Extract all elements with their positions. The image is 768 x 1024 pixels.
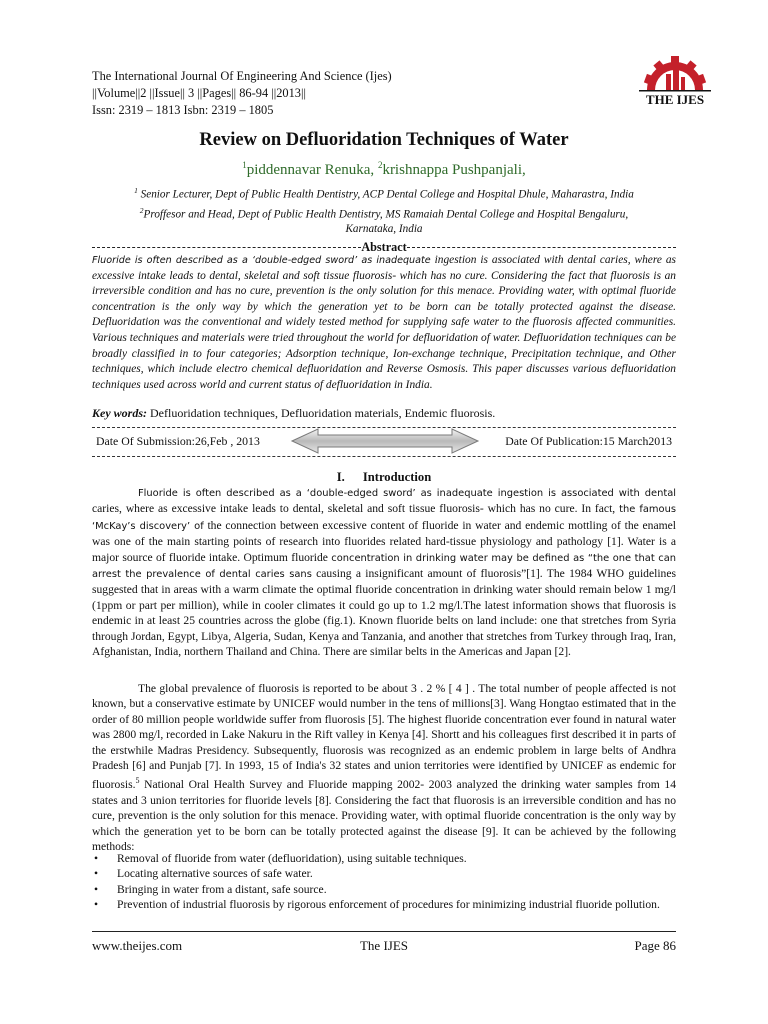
- intro-paragraph-2: [92, 681, 676, 854]
- affiliation-2-sup: 2: [139, 205, 144, 215]
- affiliation-1: [86, 183, 682, 203]
- divider: [92, 456, 676, 457]
- affiliation-1-sup: 1: [134, 186, 138, 195]
- submission-date: Date Of Submission:26,Feb , 2013: [96, 434, 260, 448]
- affiliation-2: [86, 203, 682, 223]
- abstract-heading: Abstract: [361, 240, 407, 254]
- footer-page-number: Page 86: [634, 938, 676, 953]
- footer-rule: [92, 931, 676, 932]
- page-footer: [92, 938, 676, 958]
- logo-text: THE IJES: [645, 92, 705, 107]
- list-item: • Prevention of industrial fluorosis by rigorous enforcement of procedures for minimizing industrial fluoride pollution.: [92, 897, 676, 912]
- section-heading: [0, 470, 768, 485]
- divider: [92, 247, 361, 248]
- footer-website[interactable]: www.theijes.com: [92, 938, 183, 953]
- keywords: [92, 406, 676, 421]
- abstract-body: ingestion is associated with dental caries, where as excessive intake leads to dental, skeletal and soft tissue fluorosis- which has no cure. Considering the fact that fluorosis is an irreversible condition and has no cure, prevention is the only solution for this menace. Providing water, with optimal fluoride concentration is the only way by which the generation yet to be born can be totally protected against the disease. Defluoridation was the conventional and widely tested method for supplying safe water to the fluorosis affected communities. Various techniques and materials were tried throughout the world for defluoridation of water. Defluoridation techniques can be broadly classified in to four categories; Adsorption technique, Ion-exchange technique, Precipitation technique, and Other techniques, which include electro chemical defluoridation and Reverse Osmosis. This paper discusses various defluoridation techniques used across world and current status of defluoridation in India.: [92, 254, 676, 391]
- volume-info: ||Volume||2 ||Issue|| 3 ||Pages|| 86-94 ||2013||: [92, 86, 306, 100]
- journal-name: The International Journal Of Engineering And Science (Ijes): [92, 69, 392, 83]
- p1-lead: Fluoride is often described as a ‘double-edged sword’ as inadequate ingestion is associated with dental: [138, 488, 676, 499]
- p2-text-1: The global prevalence of fluorosis is reported to be about 3 . 2 % [ 4 ] . The total number of people affected is not known, but a conservative estimate by UNICEF would number in the tens of millions[3]. Wang Hongtao estimated that in the order of 80 million people worldwide suffer from fluorosis [5]. The highest fluoride concentration ever found in natural water was 2800 mg/l, recorded in Lake Nakuru in the Rift valley in Kenya [4]. Shortt and his colleagues first described it in parts of the erstwhile Madras Presidency. Subsequently, fluorosis was recognized as an endemic problem in large belts of Andhra Pradesh [6] and Punjab [7]. In 1993, 15 of India's 32 states and union territories were identified by UNICEF as endemic for fluorosis.: [92, 682, 676, 792]
- list-item: • Removal of fluoride from water (defluoridation), using suitable techniques.: [92, 851, 676, 866]
- author-list: [0, 160, 768, 179]
- keywords-text: Defluoridation techniques, Defluoridation materials, Endemic fluorosis.: [147, 406, 496, 420]
- methods-list: [92, 851, 676, 913]
- author2-sup: 2: [377, 160, 383, 170]
- keywords-label: Key words:: [92, 406, 147, 420]
- section-number: I.: [336, 470, 345, 484]
- affiliation-3: Karnataka, India: [345, 223, 423, 236]
- abstract-text: [92, 253, 676, 393]
- affiliation-2-text: Proffesor and Head, Dept of Public Health Dentistry, MS Ramaiah Dental College and Hospital Bengaluru,: [143, 208, 629, 221]
- author1-sup: 1: [242, 160, 247, 170]
- section-title: Introduction: [362, 470, 432, 484]
- p1-mckay: the famous ‘McKay’s discovery’ of: [92, 504, 677, 532]
- list-item: • Bringing in water from a distant, safe source.: [92, 882, 676, 897]
- p1-text-3: causing a insignificant amount of fluorosis”[1]. The 1984 WHO guidelines suggested that in areas with a warm climate the optimal fluoride concentration in drinking water should remain below 1 mg/l (1ppm or part per million), while in cooler climates it could go up to 1.2 mg/l.The latest information shows that fluorosis is endemic in at least 25 countries across the globe (fig.1). Known fluoride belts on land include: one that stretches from Syria through Jordan, Egypt, Libya, Algeria, Sudan, Kenya and Tanzania, and another that stretches from Turkey through Iraq, Iran, Afghanistan, India, northern Thailand and China. There are similar belts in the Americas and Japan [2].: [92, 567, 677, 659]
- paper-title: Review on Defluoridation Techniques of Water: [199, 130, 569, 150]
- double-arrow-icon: [290, 427, 480, 455]
- list-item: • Locating alternative sources of safe water.: [92, 866, 676, 881]
- author2-name: krishnappa Pushpanjali,: [382, 162, 526, 178]
- intro-paragraph-1: [92, 485, 676, 659]
- affiliation-1-text: Senior Lecturer, Dept of Public Health Dentistry, ACP Dental College and Hospital Dhule, Maharastra, India: [137, 188, 634, 201]
- footer-journal: The IJES: [359, 938, 409, 953]
- p1-text-1: caries, where as excessive intake leads to dental, skeletal and soft tissue fluorosis- which has no cure. In fact,: [92, 502, 620, 516]
- divider: [407, 247, 676, 248]
- journal-header: [92, 68, 392, 119]
- abstract-lead: Fluoride is often described as a ‘double-edged sword’ as inadequate: [92, 255, 431, 266]
- ijes-logo: [625, 46, 725, 110]
- p2-text-2: National Oral Health Survey and Fluoride mapping 2002- 2003 analyzed the drinking water samples from 14 states and 3 union territories for fluoride levels [8]. Considering the fact that fluorosis is an irreversible condition and has no cure, prevention is the only solution for this menace. Providing water, with optimal fluoride concentration is the only way by which the generation yet to be born can be totally protected against the disease [9]. It can be achieved by the following methods:: [92, 778, 676, 853]
- p2-sup: 5: [135, 776, 140, 786]
- p1-definition: concentration in drinking water may be defined as “the one that can arrest the prevalence of dental caries sans: [92, 552, 677, 581]
- author1-name: piddennavar Renuka,: [246, 162, 378, 178]
- affiliations: [86, 183, 682, 237]
- p1-text-2: the connection between excessive content of fluoride in water and endemic mottling of the enamel was one of the main starting points of research into fluorides related hard-tissue physiology and pathology [1]. Water is a major source of fluoride intake. Optimum fluoride: [92, 518, 676, 564]
- publication-date: Date Of Publication:15 March2013: [505, 434, 672, 448]
- issn-info: Issn: 2319 – 1813 Isbn: 2319 – 1805: [92, 103, 274, 117]
